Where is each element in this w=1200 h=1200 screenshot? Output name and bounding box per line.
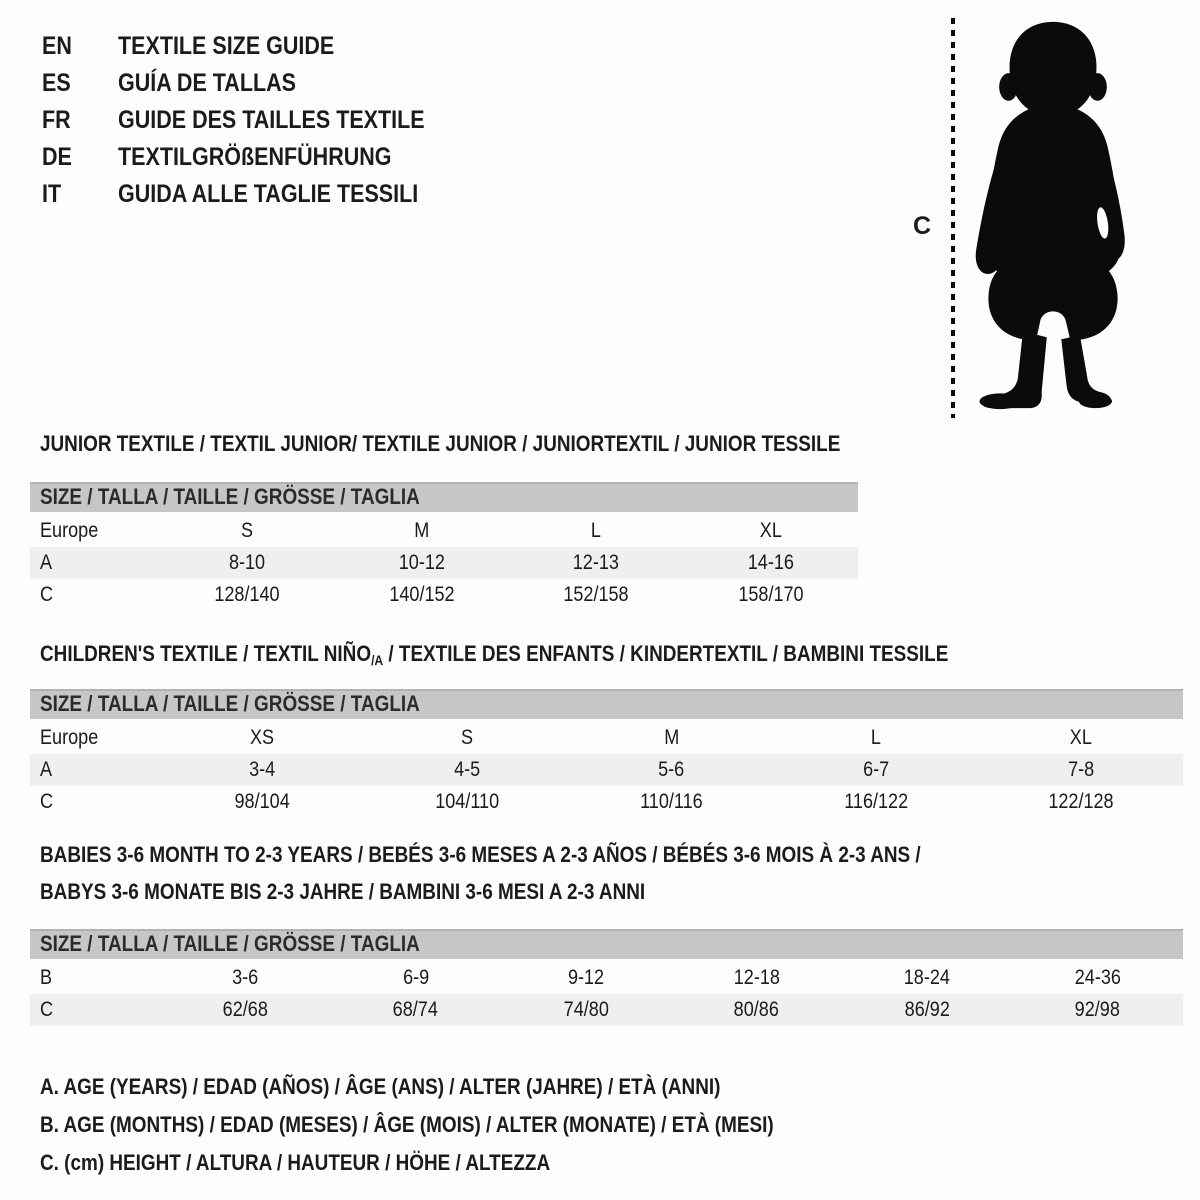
legend-line-c: C. (cm) HEIGHT / ALTURA / HAUTEUR / HÖHE / ALTEZZA (40, 1150, 551, 1175)
language-row-de (42, 139, 475, 176)
junior-section-title: JUNIOR TEXTILE / TEXTIL JUNIOR/ TEXTILE JUNIOR / JUNIORTEXTIL / JUNIOR TESSILE (40, 431, 841, 456)
language-code: DE (42, 143, 72, 171)
row-label: Europe (40, 726, 99, 749)
age-cell: 6-9 (402, 966, 429, 989)
table-row (30, 962, 1183, 994)
language-row-fr (42, 102, 475, 139)
size-header-bar: SIZE / TALLA / TAILLE / GRÖSSE / TAGLIA (30, 929, 1183, 959)
age-cell: 10-12 (398, 551, 445, 574)
height-cell: 62/68 (222, 998, 268, 1021)
table-row (30, 786, 1183, 818)
age-cell: 5-6 (658, 758, 685, 781)
size-cell: XL (759, 519, 782, 542)
age-cell: 7-8 (1067, 758, 1094, 781)
babies-section-title-line1: BABIES 3-6 MONTH TO 2-3 YEARS / BEBÉS 3-6 MESES A 2-3 AÑOS / BÉBÉS 3-6 MOIS À 2-3 ANS / (40, 842, 921, 867)
size-cell: S (241, 519, 254, 542)
language-label: GUIDA ALLE TAGLIE TESSILI (118, 180, 419, 208)
age-cell: 18-24 (904, 966, 951, 989)
size-cell: XL (1069, 726, 1092, 749)
children-section-title: CHILDREN'S TEXTILE / TEXTIL $NIÑO_{/A}$ / TEXTILE DES ENFANTS / KINDERTEXTIL / BAMBINI TESSILE (40, 641, 949, 668)
size-cell: S (460, 726, 473, 749)
table-row (30, 579, 858, 611)
height-cell: 74/80 (563, 998, 609, 1021)
row-label: A (40, 551, 53, 574)
toddler-silhouette-icon (965, 16, 1141, 420)
age-cell: 6-7 (863, 758, 890, 781)
age-cell: 3-6 (232, 966, 259, 989)
size-header-bar: SIZE / TALLA / TAILLE / GRÖSSE / TAGLIA (30, 689, 1183, 719)
legend-line-a: A. AGE (YEARS) / EDAD (AÑOS) / ÂGE (ANS) / ALTER (JAHRE) / ETÀ (ANNI) (40, 1074, 721, 1099)
size-cell: XS (250, 726, 275, 749)
language-code: ES (42, 69, 71, 97)
height-cell: 158/170 (738, 583, 804, 606)
age-cell: 12-13 (573, 551, 620, 574)
measure-legend (40, 1068, 893, 1182)
height-cell: 128/140 (214, 583, 280, 606)
language-code: EN (42, 32, 72, 60)
table-row (30, 994, 1183, 1026)
language-list (42, 28, 475, 213)
children-size-table (30, 689, 1183, 818)
size-header-bar: SIZE / TALLA / TAILLE / GRÖSSE / TAGLIA (30, 482, 858, 512)
height-cell: 152/158 (563, 583, 629, 606)
size-cell: L (591, 519, 602, 542)
age-cell: 14-16 (747, 551, 794, 574)
table-row (30, 754, 1183, 786)
age-cell: 9-12 (568, 966, 605, 989)
height-dotted-line (951, 18, 955, 418)
title-subscript: /A (371, 652, 384, 668)
junior-size-table (30, 482, 858, 611)
height-cell: 140/152 (389, 583, 455, 606)
legend-line-b: B. AGE (MONTHS) / EDAD (MESES) / ÂGE (MOIS) / ALTER (MONATE) / ETÀ (MESI) (40, 1112, 774, 1137)
language-label: GUIDE DES TAILLES TEXTILE (118, 106, 425, 134)
age-cell: 3-4 (249, 758, 276, 781)
table-row (30, 547, 858, 579)
row-label: C (40, 790, 54, 813)
height-cell: 92/98 (1075, 998, 1121, 1021)
row-label: C (40, 998, 54, 1021)
row-label: A (40, 758, 53, 781)
height-cell: 110/116 (640, 790, 703, 813)
language-code: IT (42, 180, 62, 208)
age-cell: 12-18 (733, 966, 780, 989)
language-row-it (42, 176, 475, 213)
row-label: Europe (40, 519, 99, 542)
height-cell: 86/92 (904, 998, 950, 1021)
age-cell: 8-10 (229, 551, 266, 574)
row-label: C (40, 583, 54, 606)
height-measure-label: C (913, 212, 932, 240)
size-figure (905, 12, 1165, 427)
language-label: TEXTILE SIZE GUIDE (118, 32, 335, 60)
height-cell: 122/128 (1048, 790, 1114, 813)
language-row-es (42, 65, 475, 102)
babies-size-table (30, 929, 1183, 1026)
size-cell: M (663, 726, 680, 749)
height-cell: 80/86 (734, 998, 780, 1021)
height-cell: 98/104 (234, 790, 290, 813)
row-label: B (40, 966, 53, 989)
size-cell: M (414, 519, 430, 542)
babies-section-title-line2: BABYS 3-6 MONATE BIS 2-3 JAHRE / BAMBINI 3-6 MESI A 2-3 ANNI (40, 879, 646, 904)
height-cell: 116/122 (844, 790, 909, 813)
height-cell: 104/110 (434, 790, 499, 813)
table-row (30, 722, 1183, 754)
language-label: TEXTILGRÖßENFÜHRUNG (118, 143, 392, 171)
language-row-en (42, 28, 475, 65)
language-label: GUÍA DE TALLAS (118, 69, 296, 97)
size-cell: L (871, 726, 882, 749)
table-row (30, 515, 858, 547)
age-cell: 4-5 (453, 758, 480, 781)
age-cell: 24-36 (1074, 966, 1121, 989)
language-code: FR (42, 106, 71, 134)
height-cell: 68/74 (393, 998, 439, 1021)
